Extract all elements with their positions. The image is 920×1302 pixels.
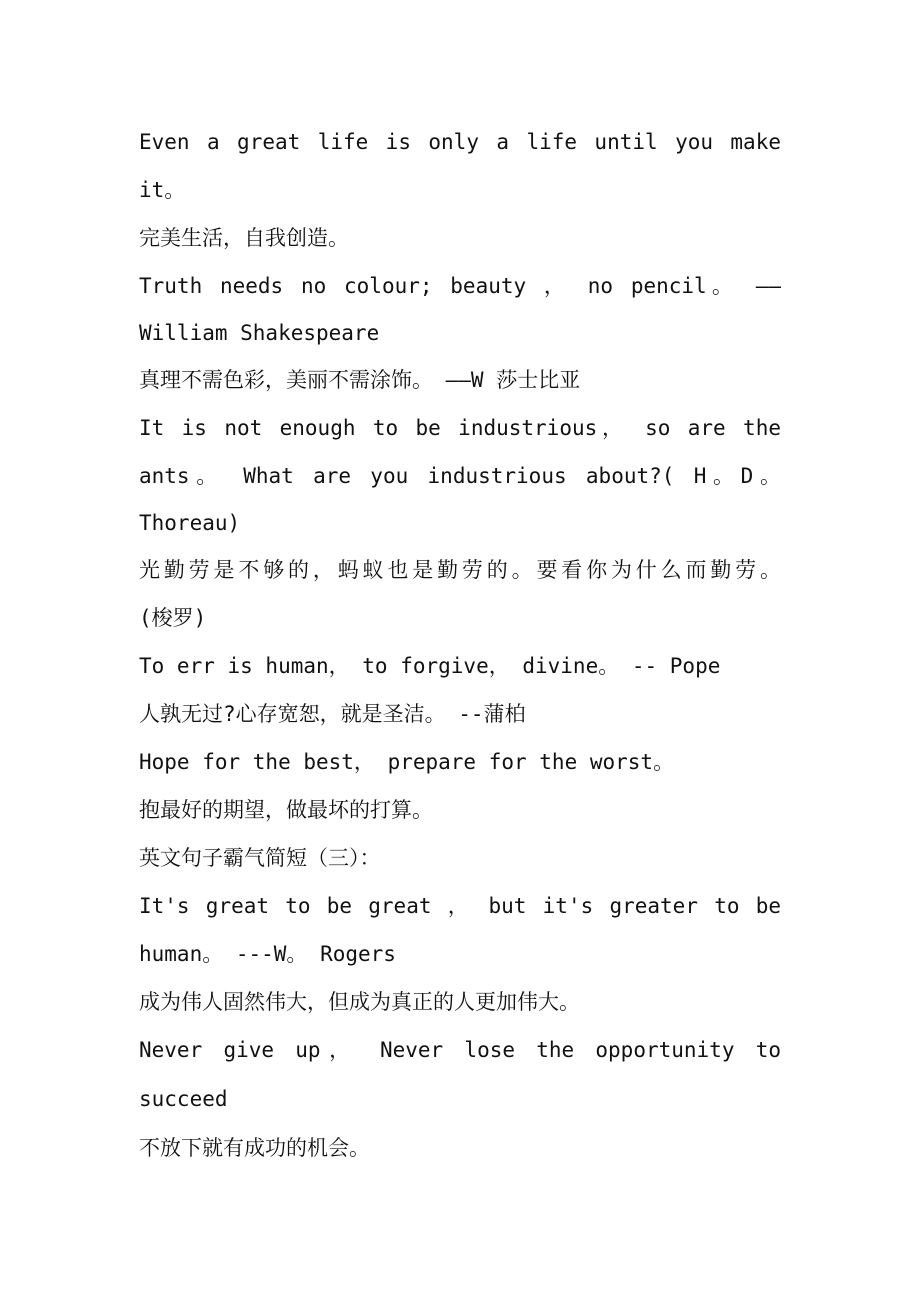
quote-6-chinese: 成为伟人固然伟大，但成为真正的人更加伟大。	[139, 990, 580, 1014]
quote-1-english-line-1: Even a great life is only a life until you make	[139, 130, 781, 154]
quote-2-english-line-2: William Shakespeare	[139, 321, 380, 345]
quote-3-english-line-1: It is not enough to be industrious， so are the	[139, 416, 781, 440]
quote-2-english-line-1: Truth needs no colour; beauty ， no pencil。 ——	[139, 274, 781, 298]
quote-3-chinese-line-1: 光勤劳是不够的，蚂蚁也是勤劳的。要看你为什么而勤劳。	[139, 558, 781, 582]
document-body	[139, 118, 781, 1172]
quote-2-chinese: 真理不需色彩，美丽不需涂饰。 ——W 莎士比亚	[139, 368, 581, 392]
quote-3-english-line-3: Thoreau)	[139, 511, 241, 535]
quote-4-english: To err is human， to forgive， divine。 -- Pope	[139, 654, 721, 678]
quote-7-english-line-1: Never give up， Never lose the opportunity to	[139, 1038, 781, 1062]
quote-5-english: Hope for the best， prepare for the worst。	[139, 750, 675, 774]
quote-4-chinese: 人孰无过?心存宽恕，就是圣洁。 --蒲柏	[139, 702, 526, 726]
quote-6-english-line-1: It's great to be great ， but it's greater to be	[139, 894, 781, 918]
quote-1-english-line-2: it。	[139, 178, 186, 202]
quote-3-chinese-line-2: (梭罗)	[139, 606, 207, 630]
quote-1-chinese: 完美生活，自我创造。	[139, 226, 349, 250]
quote-6-english-line-2: human。 ---W。 Rogers	[139, 942, 396, 966]
quote-7-chinese: 不放下就有成功的机会。	[139, 1136, 370, 1160]
quote-5-chinese: 抱最好的期望，做最坏的打算。	[139, 798, 433, 822]
section-heading: 英文句子霸气简短（三）：	[139, 846, 381, 870]
quote-3-english-line-2: ants。 What are you industrious about?( H。D。	[139, 464, 781, 488]
quote-7-english-line-2: succeed	[139, 1087, 228, 1111]
